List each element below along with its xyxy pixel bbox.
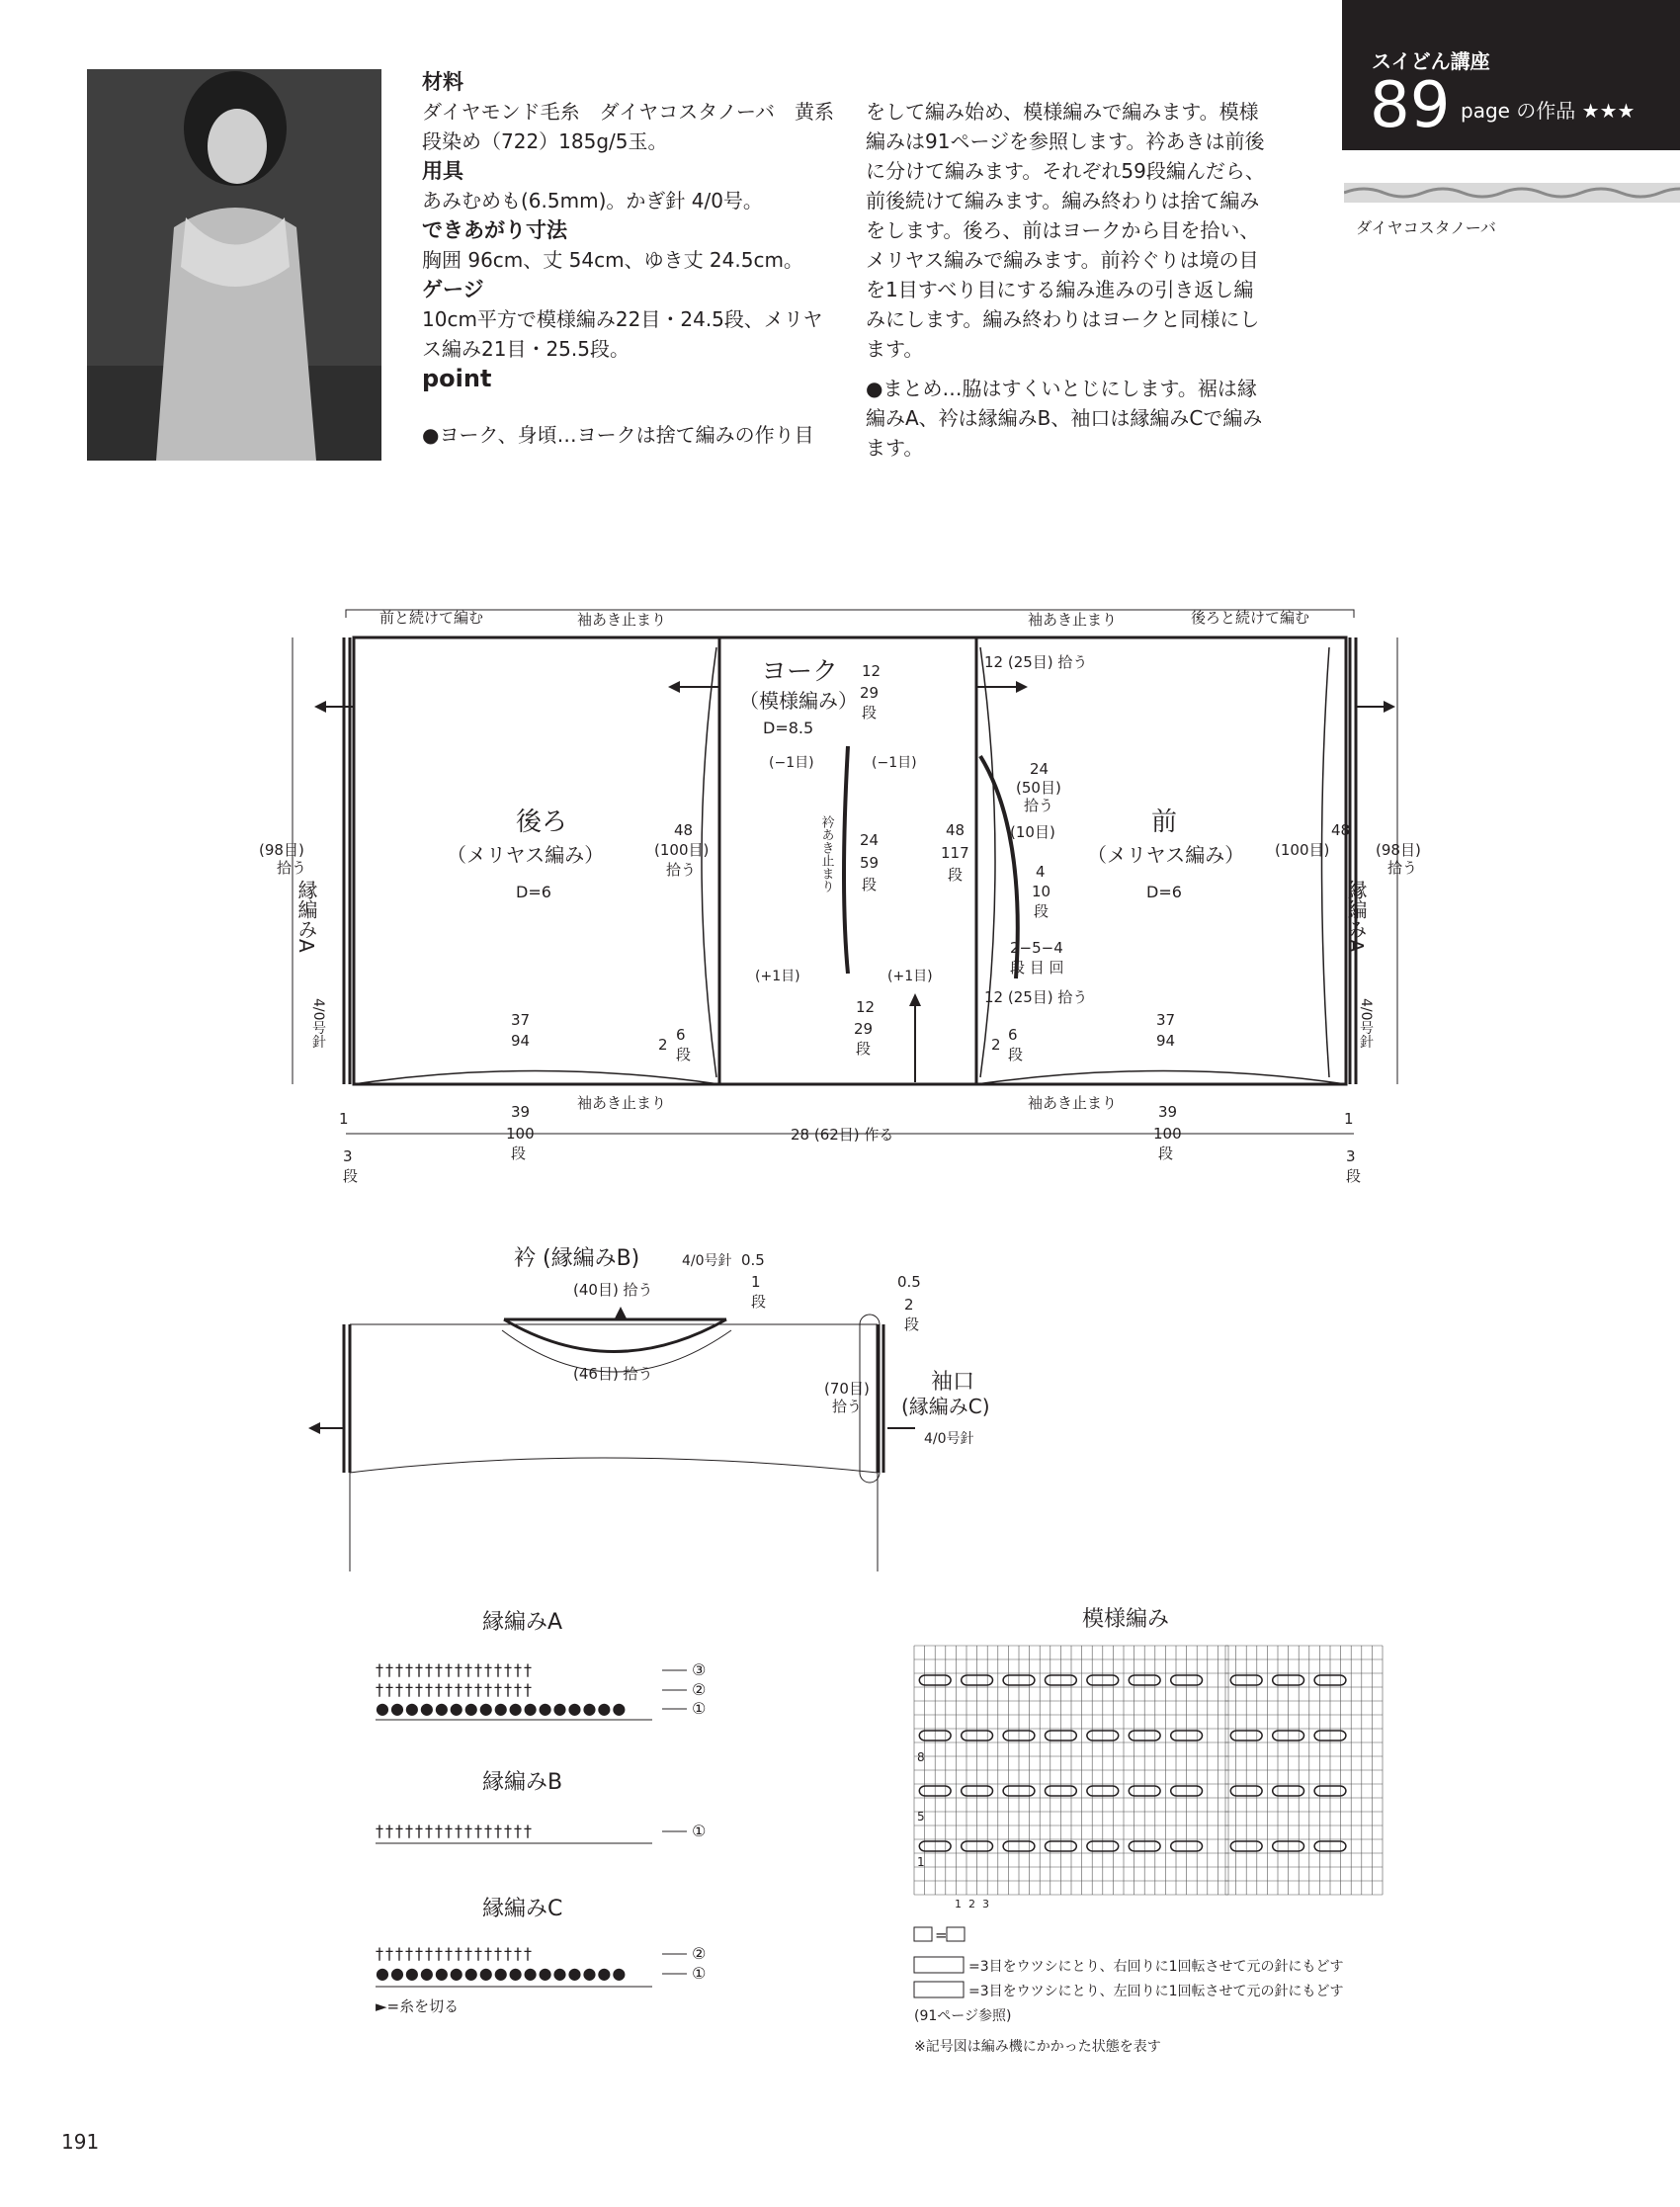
collar-pick-40: (40目) 拾う [573,1281,653,1299]
collar-pick-46: (46目) 拾う [573,1365,653,1383]
sleeve-stop-top-right: 袖あき止まり [1028,611,1118,629]
info-column-right [866,67,1271,463]
collar-needle: 4/0号針 [682,1253,732,1269]
needle-left: 4/0号針 [310,998,326,1049]
n94-front: 94 [1156,1032,1176,1050]
dan-yoke-mid: 段 [862,876,878,893]
n2-right: 2 [991,1036,1001,1054]
dan-top: 段 [862,704,878,722]
cuff-dan: 段 [904,1316,920,1333]
point-heading: point [422,365,492,392]
edge-c-row2-symbols: †††††††††††††††† [376,1944,534,1963]
n12-top: 12 [862,662,882,680]
minus1-right: (−1目) [872,755,917,771]
point-text-1-cont: をして編み始め、模様編みで編みます。模様編みは91ページを参照します。衿あきは前後に分けて編みます。それぞれ59段編んだら、前後続けて編みます。編み終わりは捨て編みをします。後ろ、前はヨークから目を拾い、メリヤス編みで編みます。前衿ぐりは境の目を1目すべり目にする編み進みの引き返し編みにします。編み終わりはヨークと同様にします。 [866,100,1265,361]
n48-back: 48 [674,821,694,839]
tools-heading: 用具 [422,159,463,183]
model-photo-icon [87,69,381,461]
legend-ref: (91ページ参照) [914,2008,1012,2024]
n37-front: 37 [1156,1011,1176,1029]
n94-back: 94 [511,1032,531,1050]
side-98-right-pick: 拾う [1387,859,1418,877]
gauge-heading: ゲージ [422,278,484,301]
badge-page-number: 89 [1370,69,1451,142]
top-right-note: 後ろと続けて編む [1191,609,1310,627]
gauge-text: 10cm平方で模様編み22目・24.5段、メリヤス編み21目・25.5段。 [422,307,823,361]
blank-eq: = [935,1926,948,1944]
collar-title: 衿 (縁編みB) [514,1246,640,1271]
lesson-badge [1342,0,1680,150]
yoke-sub: （模様編み） [739,689,858,713]
n29-bottom: 29 [854,1020,874,1038]
pick-front: 拾う [1024,797,1054,814]
yoke-title: ヨーク [761,657,839,687]
point-text-continued [866,67,1271,374]
n117-yoke: 117 [941,844,969,862]
side-98-left-pick: 拾う [277,859,307,877]
materials-heading: 材料 [422,70,463,94]
edge-a-row2-symbols: †††††††††††††††† [376,1680,534,1699]
n59-yoke: 59 [860,854,880,872]
twist-right-icon [914,1957,964,1973]
n12-bottom: 12 [856,998,876,1016]
col-label-3: 3 [982,1898,989,1910]
edge-c-title: 縁編みC [482,1897,563,1921]
edge-a-right: 縁編みA [1344,880,1368,953]
rows-seq: 2−5−4 [1010,939,1063,957]
n37-back: 37 [511,1011,531,1029]
n50-front: (50目) [1016,779,1061,797]
n10m-front: (10目) [1010,823,1055,841]
point-text-first-line [422,420,837,454]
model-photo [87,69,381,461]
needle-right: 4/0号針 [1358,998,1374,1049]
n100-front: (100目) [1275,841,1330,859]
n100b-back: 100 [506,1125,535,1143]
edge-a-row1-symbols: ●●●●●●●●●●●●●●●●● [376,1699,628,1718]
n24-yoke: 24 [860,831,880,849]
dan-right-6: 段 [1008,1046,1024,1063]
cuff-pick: 拾う [832,1398,863,1415]
collar-dan-1: 段 [751,1293,767,1311]
sleeve-stop-bottom-left: 袖あき止まり [577,1094,667,1112]
edge-a-left: 縁編みA [294,880,318,953]
side-98-right: (98目) [1376,841,1421,859]
back-d: D=6 [516,883,551,901]
edge-c-row2: ② [692,1944,707,1963]
yarn-name: ダイヤコスタノーバ [1356,218,1496,237]
edge-a-row2: ② [692,1680,707,1699]
dan-n3-right: 段 [1346,1167,1362,1185]
legend-1: =3目をウツシにとり、右回りに1回転させて元の針にもどす [968,1959,1344,1975]
edge-c-row1-symbols: ●●●●●●●●●●●●●●●●● [376,1964,628,1983]
front-d: D=6 [1146,883,1182,901]
edge-b-row1: ① [692,1822,707,1840]
edge-a-row3: ③ [692,1660,707,1679]
cut-note: ►=糸を切る [376,1997,460,2015]
cuff-n2: 2 [904,1296,914,1314]
front-sub: （メリヤス編み） [1087,843,1245,867]
n2-left: 2 [658,1036,668,1054]
back-title: 後ろ [516,807,568,837]
cuff-pick-70: (70目) [824,1380,870,1398]
pick-back: 拾う [666,861,697,879]
dan-left-6: 段 [676,1046,692,1063]
edge-c-row1: ① [692,1964,707,1983]
point-text-1: ●ヨーク、身頃…ヨークは捨て編みの作り目 [422,423,814,447]
yoke-d: D=8.5 [763,719,814,737]
pickup-top: 12 (25目) 拾う [984,653,1088,671]
cast-on: 28 (62目) 作る [791,1126,894,1144]
neck-stop: 衿あき止まり [818,815,834,892]
row-label-5: 5 [917,1810,925,1824]
plus1-right: (+1目) [887,969,933,984]
badge-page-suffix: page の作品 ★★★ [1461,99,1636,123]
edge-a-title: 縁編みA [482,1610,563,1635]
n39-back: 39 [511,1103,531,1121]
col-label-2: 2 [968,1898,975,1910]
page-number: 191 [61,2130,100,2154]
sleeve-stop-bottom-right: 袖あき止まり [1028,1094,1118,1112]
n4-front: 4 [1036,863,1046,881]
cuff-sub: (縁編みC) [901,1395,990,1418]
n100b-front: 100 [1153,1125,1182,1143]
dan-front: 段 [1034,902,1050,920]
sleeve-stop-top-left: 袖あき止まり [577,611,667,629]
dan-back-bottom: 段 [511,1145,527,1162]
edge-b-title: 縁編みB [482,1770,563,1795]
n29-top: 29 [860,684,880,702]
assembly-diagram [0,1235,1680,1591]
n10-front: 10 [1032,883,1051,900]
blank-symbol-icon [914,1927,932,1941]
yarn-sample-icon [1344,183,1680,203]
collar-n1: 1 [751,1273,761,1291]
front-title: 前 [1151,807,1178,837]
tools-text: あみむめも(6.5mm)。かぎ針 4/0号。 [422,189,763,212]
edge-a-row3-symbols: †††††††††††††††† [376,1660,534,1679]
n6-left: 6 [676,1026,686,1044]
n1-left: 1 [339,1110,349,1128]
dan-n3-left: 段 [343,1167,359,1185]
dan-front-bottom: 段 [1158,1145,1174,1162]
badge-series: スイどん講座 [1372,49,1490,73]
side-98-left: (98目) [259,841,304,859]
twist-left-icon [914,1982,964,1997]
size-heading: できあがり寸法 [422,218,567,242]
chart-note: ※記号図は編み機にかかった状態を表す [914,2039,1161,2055]
cuff-needle: 4/0号針 [924,1431,974,1447]
dan-bottom: 段 [856,1040,872,1058]
legend-2: =3目をウツシにとり、左回りに1回転させて元の針にもどす [968,1984,1344,1999]
row-label-8: 8 [917,1750,925,1764]
n1-right: 1 [1344,1110,1354,1128]
garment-schematic [0,593,1680,1226]
n6-right: 6 [1008,1026,1018,1044]
minus1-left: (−1目) [769,755,814,771]
edge-a-row1: ① [692,1699,707,1718]
n39-front: 39 [1158,1103,1178,1121]
chart-grid-left [914,1646,1228,1895]
row-label-1: 1 [917,1855,925,1869]
chart-grid-right [1225,1646,1383,1895]
n48-yoke: 48 [946,821,966,839]
top-left-note: 前と続けて編む [379,609,484,627]
edge-b-row1-symbols: †††††††††††††††† [376,1822,534,1840]
collar-n05a: 0.5 [741,1251,765,1269]
n48-front: 48 [1331,821,1351,839]
rows-label: 段 目 回 [1010,959,1064,976]
plus1-left: (+1目) [755,969,800,984]
point-text-2: ●まとめ…脇はすくいとじにします。裾は縁編みA、衿は縁編みB、袖口は縁編みCで編みます。 [866,377,1263,460]
n3-right: 3 [1346,1147,1356,1165]
back-sub: （メリヤス編み） [447,843,605,867]
n100-back: (100目) [654,841,710,859]
size-text: 胸囲 96cm、丈 54cm、ゆき丈 24.5cm。 [422,248,803,272]
dan-yoke: 段 [948,866,964,884]
cuff-n05b: 0.5 [897,1273,921,1291]
chart-title: 模様編み [1082,1607,1170,1632]
n3-left: 3 [343,1147,353,1165]
cuff-title: 袖口 [931,1370,975,1395]
materials-text: ダイヤモンド毛糸 ダイヤコスタノーバ 黄系段染め（722）185g/5玉。 [422,100,834,153]
edging-charts [0,1601,771,2036]
pattern-chart [889,1601,1403,2066]
col-label-1: 1 [955,1898,962,1910]
pickup-bottom: 12 (25目) 拾う [984,988,1088,1006]
info-column-left [422,67,837,393]
n24-front: 24 [1030,760,1050,778]
